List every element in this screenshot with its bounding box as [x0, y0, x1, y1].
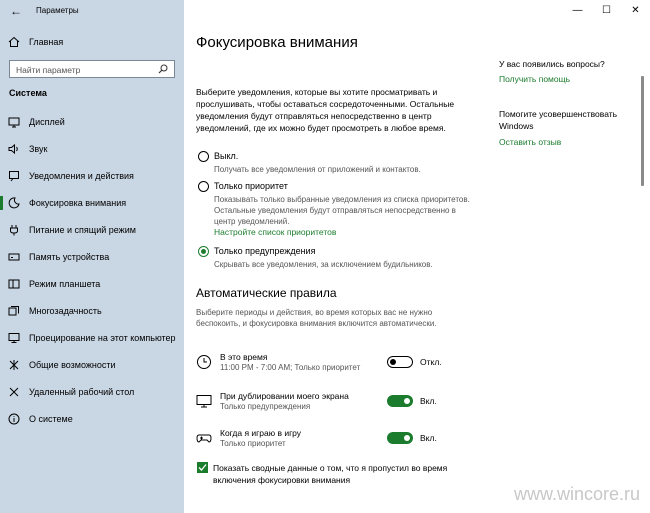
rule-title: При дублировании моего экрана — [220, 391, 349, 401]
scrollbar[interactable] — [641, 76, 644, 186]
checkbox[interactable] — [197, 462, 208, 473]
minimize-button[interactable]: — — [572, 4, 583, 16]
watermark: www.wincore.ru — [513, 484, 640, 504]
about-icon — [8, 413, 20, 425]
rule-description: Только предупреждения — [220, 402, 311, 411]
projecting-icon — [8, 332, 20, 344]
radio-button[interactable] — [198, 246, 209, 257]
sidebar-item-notifications[interactable] — [0, 162, 184, 189]
sidebar-item-power[interactable] — [0, 216, 184, 243]
sidebar-item-multitasking[interactable] — [0, 297, 184, 324]
sidebar-item-label: Дисплей — [29, 116, 65, 127]
sidebar-item-label: Питание и спящий режим — [29, 224, 136, 235]
sidebar — [0, 0, 184, 513]
sidebar-item-label: Звук — [29, 143, 48, 154]
radio-description: Показывать только выбранные уведомления из списка приоритетов. Остальные уведомления будут отправляться непосредственно в центр уведомлений. — [214, 195, 470, 226]
sidebar-item-remote-desktop[interactable] — [0, 378, 184, 405]
storage-icon — [8, 251, 20, 263]
sidebar-item-storage[interactable] — [0, 243, 184, 270]
power-icon — [8, 224, 20, 236]
shared-experiences-icon — [8, 359, 20, 371]
sidebar-item-label: Фокусировка внимания — [29, 197, 127, 208]
tablet-mode-icon — [8, 278, 20, 290]
rule-during-these-times[interactable] — [196, 352, 466, 380]
improve-windows-text: Помогите усовершенствовать Windows — [499, 109, 618, 131]
checkmark-icon — [198, 463, 207, 472]
sidebar-item-sound[interactable] — [0, 135, 184, 162]
app-title: Параметры — [36, 6, 79, 15]
rule-toggle-state: Откл. — [420, 357, 442, 367]
rule-toggle[interactable] — [387, 356, 413, 368]
sidebar-item-about[interactable] — [0, 405, 184, 432]
sidebar-nav — [0, 108, 184, 432]
monitor-icon — [196, 393, 212, 409]
home-link[interactable] — [8, 34, 63, 50]
main-content — [184, 0, 650, 513]
automatic-rules-description: Выберите периоды и действия, во время которых вас не нужно беспокоить, и фокусировка внимания включится автоматически. — [196, 308, 437, 328]
rule-toggle-state: Вкл. — [420, 396, 437, 406]
radio-button[interactable] — [198, 181, 209, 192]
rule-description: 11:00 PM - 7:00 AM; Только приоритет — [220, 363, 361, 372]
section-title: Система — [9, 88, 47, 98]
home-icon — [8, 36, 20, 48]
focus-assist-icon — [8, 197, 20, 209]
right-panel — [499, 58, 634, 148]
rule-toggle[interactable] — [387, 395, 413, 407]
sidebar-item-label: Уведомления и действия — [29, 170, 134, 181]
window-controls — [563, 0, 650, 20]
titlebar-left — [0, 0, 184, 22]
close-button[interactable]: ✕ — [631, 4, 640, 16]
radio-title: Выкл. — [214, 151, 239, 161]
rule-toggle[interactable] — [387, 432, 413, 444]
page-title: Фокусировка внимания — [196, 34, 358, 51]
sidebar-item-label: Общие возможности — [29, 359, 116, 370]
intro-text: Выберите уведомления, которые вы хотите просматривать и прослушивать, чтобы оставаться сосредоточенными. Остальные уведомления будут отправляться непосредственно в центр уведомлений, где их можно будет просмотреть в любое время. — [196, 87, 455, 133]
sidebar-item-label: Удаленный рабочий стол — [29, 386, 135, 397]
back-button[interactable]: ← — [10, 4, 22, 18]
checkbox-label: Показать сводные данные о том, что я пропустил во время включения фокусировки внимания — [213, 463, 448, 485]
search-placeholder: Найти параметр — [16, 65, 81, 75]
sidebar-item-display[interactable] — [0, 108, 184, 135]
priority-list-link[interactable]: Настройте список приоритетов — [214, 227, 337, 237]
sidebar-item-label: О системе — [29, 413, 73, 424]
sidebar-item-projecting[interactable] — [0, 324, 184, 351]
radio-title: Только приоритет — [214, 181, 288, 191]
rule-duplicating-display[interactable] — [196, 391, 466, 419]
remote-desktop-icon — [8, 386, 20, 398]
radio-title: Только предупреждения — [214, 246, 316, 256]
sidebar-item-label: Память устройства — [29, 251, 110, 262]
get-help-link[interactable]: Получить помощь — [499, 74, 571, 84]
sidebar-item-shared-experiences[interactable] — [0, 351, 184, 378]
search-icon — [158, 64, 168, 74]
radio-button[interactable] — [198, 151, 209, 162]
sound-icon — [8, 143, 20, 155]
radio-description: Получать все уведомления от приложений и контактов. — [214, 165, 421, 174]
rule-playing-game[interactable] — [196, 428, 466, 456]
home-label: Главная — [29, 37, 64, 47]
search-input[interactable] — [9, 60, 175, 78]
rule-description: Только приоритет — [220, 439, 286, 448]
rule-title: Когда я играю в игру — [220, 428, 302, 438]
gamepad-icon — [196, 430, 212, 446]
clock-icon — [196, 354, 212, 370]
maximize-button[interactable]: ☐ — [602, 4, 611, 16]
sidebar-item-label: Проецирование на этот компьютер — [29, 332, 176, 343]
radio-description: Скрывать все уведомления, за исключением будильников. — [214, 260, 433, 269]
feedback-link[interactable]: Оставить отзыв — [499, 137, 562, 147]
sidebar-item-focus-assist[interactable] — [0, 189, 184, 216]
notifications-icon — [8, 170, 20, 182]
rule-title: В это время — [220, 352, 268, 362]
sidebar-item-tablet-mode[interactable] — [0, 270, 184, 297]
automatic-rules-title: Автоматические правила — [196, 286, 337, 300]
sidebar-item-label: Многозадачность — [29, 305, 102, 316]
display-icon — [8, 116, 20, 128]
questions-heading: У вас появились вопросы? — [499, 59, 605, 69]
rule-toggle-state: Вкл. — [420, 433, 437, 443]
sidebar-item-label: Режим планшета — [29, 278, 101, 289]
multitasking-icon — [8, 305, 20, 317]
